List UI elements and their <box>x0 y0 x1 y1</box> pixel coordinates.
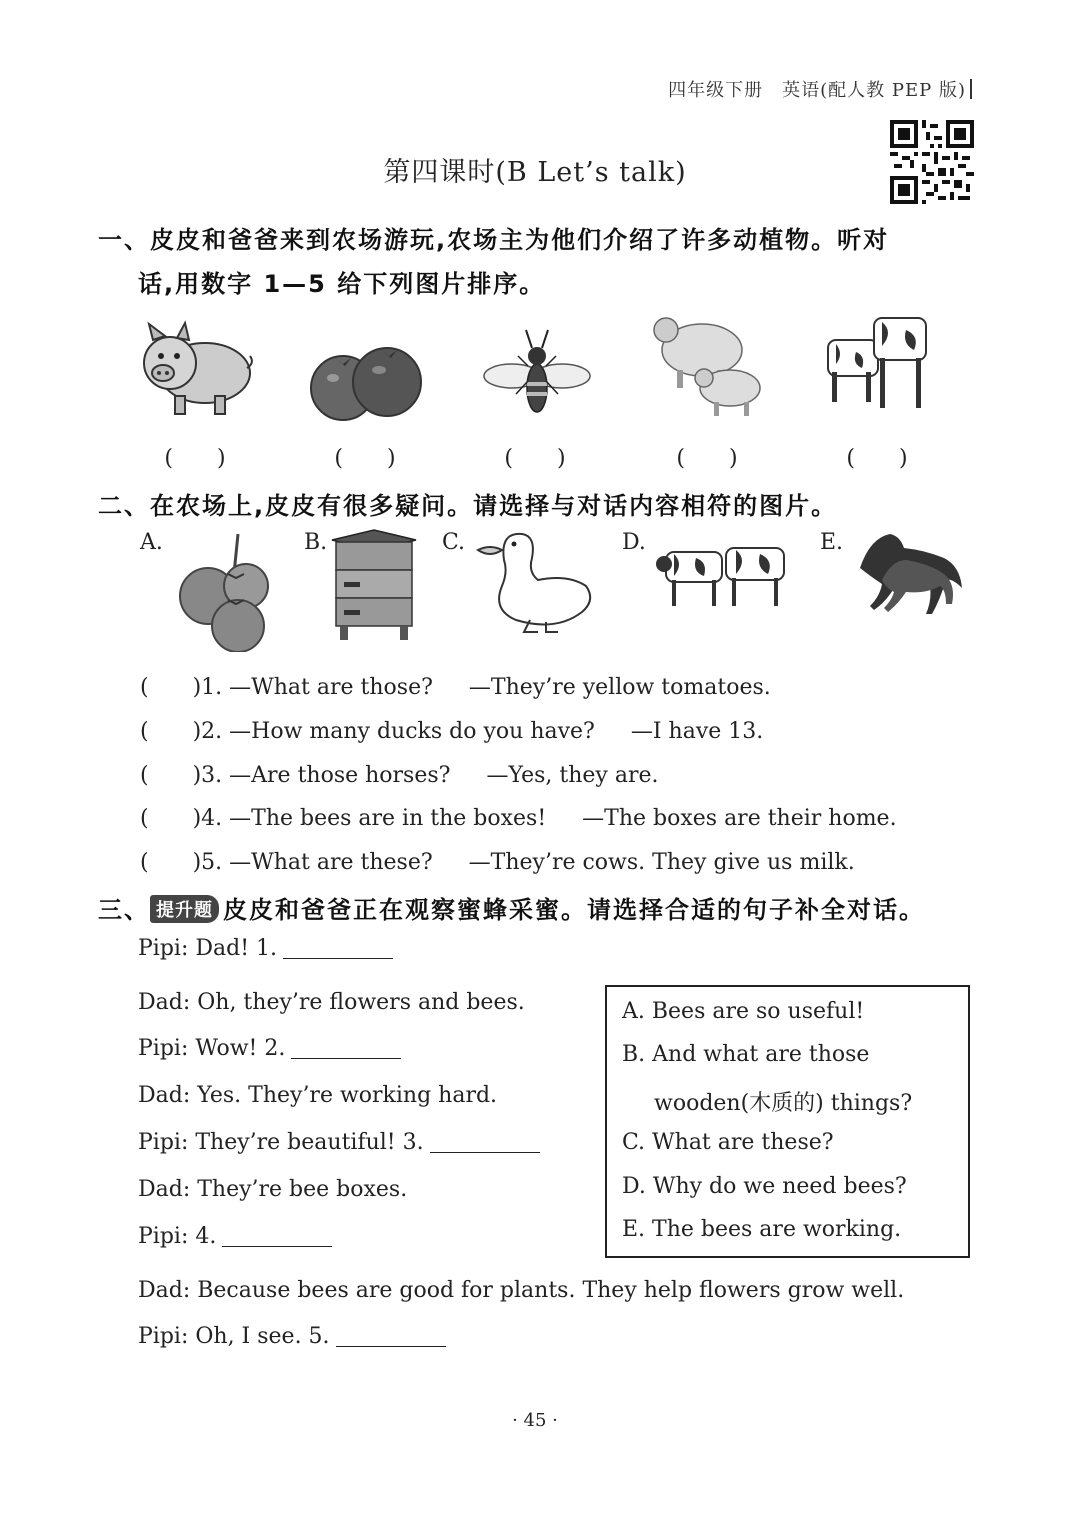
dialogue-line-7 <box>138 1224 332 1249</box>
question-row-2 <box>140 714 763 745</box>
question-text: 1. —What are those? <box>201 675 433 700</box>
question-paren[interactable]: ( ) <box>140 806 202 831</box>
dialogue-text: Dad: Yes. They’re working hard. <box>138 1083 498 1108</box>
choice-letter-b: B. <box>304 530 328 555</box>
question-row-5 <box>140 845 855 876</box>
lesson-title: 第四课时(B Let’s talk) <box>383 157 687 188</box>
dialogue-text: Pipi: They’re beautiful! 3. <box>138 1130 424 1155</box>
yellow-tomatoes-image <box>172 534 272 652</box>
section3-heading-text: 皮皮和爸爸正在观察蜜蜂采蜜。请选择合适的句子补全对话。 <box>223 896 925 924</box>
blank-2[interactable] <box>291 1040 401 1059</box>
question-row-1 <box>140 670 771 701</box>
question-row-4 <box>140 801 897 832</box>
blank-5[interactable] <box>336 1328 446 1347</box>
section2-heading: 二、在农场上,皮皮有很多疑问。请选择与对话内容相符的图片。 <box>98 492 838 520</box>
section1-heading-line1: 一、皮皮和爸爸来到农场游玩,农场主为他们介绍了许多动植物。听对 <box>98 226 890 254</box>
question-text: 5. —What are these? <box>201 850 433 875</box>
answer-text: —I have 13. <box>630 719 764 744</box>
question-text: 3. —Are those horses? <box>201 763 451 788</box>
dialogue-line-1 <box>138 936 393 961</box>
header-bar <box>970 79 972 99</box>
choice-letter-e: E. <box>820 530 844 555</box>
question-paren[interactable]: ( ) <box>140 719 202 744</box>
dialogue-text: Dad: Oh, they’re flowers and bees. <box>138 990 525 1015</box>
dialogue-line-6 <box>138 1177 407 1202</box>
question-paren[interactable]: ( ) <box>140 675 202 700</box>
page-number: · 45 · <box>512 1410 558 1431</box>
horses-image <box>850 528 968 630</box>
cows-image <box>822 312 932 414</box>
dialogue-text: Dad: They’re bee boxes. <box>138 1177 408 1202</box>
option-d: D. Why do we need bees? <box>622 1174 907 1199</box>
choice-letter-c: C. <box>442 530 466 555</box>
dialogue-line-2 <box>138 990 525 1015</box>
dialogue-line-5 <box>138 1130 540 1155</box>
dialogue-text: Dad: Because bees are good for plants. They help flowers grow well. <box>138 1278 905 1303</box>
section3-prefix: 三、 <box>98 896 150 924</box>
answer-paren-5[interactable]: ( ) <box>846 446 908 471</box>
answer-text: —Yes, they are. <box>486 763 659 788</box>
answer-paren-3[interactable]: ( ) <box>504 446 566 471</box>
answer-paren-1[interactable]: ( ) <box>164 446 226 471</box>
cows-herd-image <box>656 544 790 610</box>
option-b-cont: wooden(木质的) things? <box>654 1091 913 1116</box>
blank-4[interactable] <box>222 1228 332 1247</box>
dialogue-text: Pipi: Oh, I see. 5. <box>138 1324 330 1349</box>
tomatoes-image <box>305 340 425 425</box>
choice-letter-d: D. <box>622 530 646 555</box>
question-text: 4. —The bees are in the boxes! <box>201 806 547 831</box>
sheep-image <box>652 310 767 420</box>
answer-paren-2[interactable]: ( ) <box>334 446 396 471</box>
answer-text: —The boxes are their home. <box>582 806 897 831</box>
option-e: E. The bees are working. <box>622 1217 902 1242</box>
blank-1[interactable] <box>283 940 393 959</box>
answer-text: —They’re cows. They give us milk. <box>468 850 855 875</box>
question-text: 2. —How many ducks do you have? <box>201 719 595 744</box>
dialogue-line-4 <box>138 1083 497 1108</box>
dialogue-text: Pipi: 4. <box>138 1224 217 1249</box>
book-header <box>668 76 972 102</box>
dialogue-line-9 <box>138 1324 446 1349</box>
answer-text: —They’re yellow tomatoes. <box>468 675 771 700</box>
option-c: C. What are these? <box>622 1130 834 1155</box>
dialogue-line-8 <box>138 1278 904 1303</box>
section1-heading-line2: 话,用数字 1—5 给下列图片排序。 <box>138 270 546 298</box>
advanced-tag: 提升题 <box>150 895 219 923</box>
bee-image <box>482 326 592 421</box>
blank-3[interactable] <box>430 1134 540 1153</box>
dialogue-line-3 <box>138 1036 401 1061</box>
duck-image <box>474 530 596 634</box>
bee-box-image <box>330 528 418 643</box>
dialogue-text: Pipi: Dad! 1. <box>138 936 278 961</box>
dialogue-text: Pipi: Wow! 2. <box>138 1036 286 1061</box>
pig-image <box>135 318 255 418</box>
option-a: A. Bees are so useful! <box>622 999 865 1024</box>
answer-paren-4[interactable]: ( ) <box>676 446 738 471</box>
option-b: B. And what are those <box>622 1042 870 1067</box>
section3-heading <box>98 890 925 925</box>
header-text: 四年级下册 英语(配人教 PEP 版) <box>668 80 966 101</box>
question-row-3 <box>140 758 658 789</box>
choice-letter-a: A. <box>140 530 163 555</box>
question-paren[interactable]: ( ) <box>140 763 202 788</box>
question-paren[interactable]: ( ) <box>140 850 202 875</box>
